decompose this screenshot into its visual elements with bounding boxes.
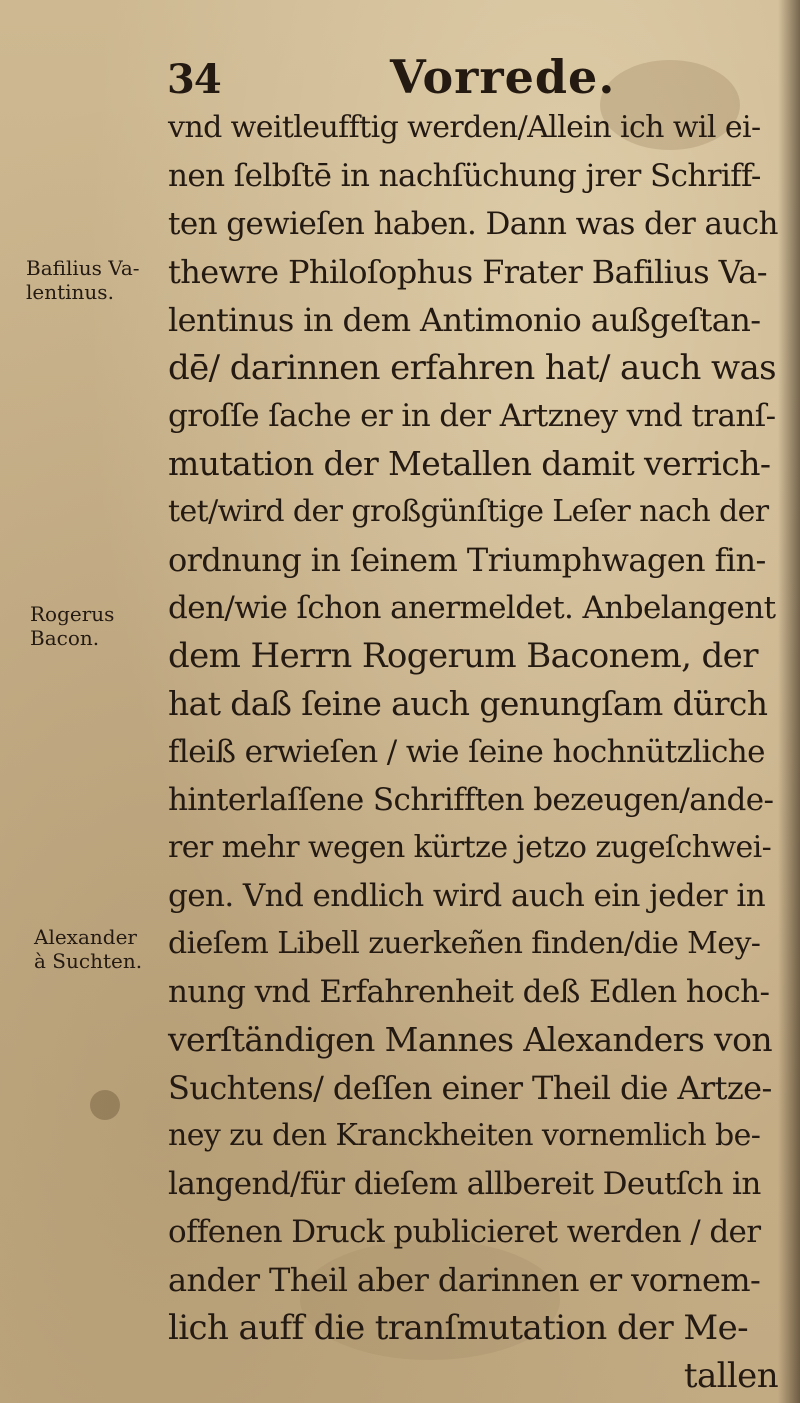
margin-note-line: Alexander [34,925,137,949]
margin-note-rogerus [30,602,155,650]
body-text [168,104,778,1400]
margin-note-alexander [34,925,159,973]
paper-stain [90,1090,120,1120]
running-title: Vorrede. [390,50,616,104]
text-line: rer mehr wegen kürtze jetzo zugeſchwei- [168,830,772,865]
text-line: lentinus in dem Antimonio außgeſtan- [168,301,761,339]
text-line: thewre Philoſophus Frater Bafilius Va- [168,253,767,291]
text-line: ney zu den Kranckheiten vornemlich be- [168,1118,761,1153]
margin-note-basilius [26,256,151,304]
text-line: dieſem Libell zuerkeñen finden/die Mey- [168,926,761,961]
text-line: mutation der Metallen damit verrich- [168,444,771,483]
text-line: gen. Vnd endlich wird auch ein jeder in [168,878,766,914]
text-line: lich auff die tranſmutation der Me- [168,1308,749,1348]
text-line: den/wie ſchon anermeldet. Anbelangent [168,590,776,626]
text-line: Suchtens/ deſſen einer Theil die Artze- [168,1069,772,1107]
text-line: langend/für dieſem allbereit Deutſch in [168,1166,761,1202]
text-line: verſtändigen Mannes Alexanders von [168,1020,773,1059]
text-line: fleiß erwieſen / wie ſeine hochnützliche [168,734,765,770]
text-line: dem Herrn Rogerum Baconem, der [168,636,758,676]
text-line: nen ſelbſtē in nachſüchung jrer Schriff- [168,158,761,194]
margin-note-line: lentinus. [26,280,114,304]
text-line: ander Theil aber darinnen er vornem- [168,1261,761,1299]
text-line: vnd weitleufftig werden/Allein ich wil ei- [168,110,761,145]
text-line: ordnung in ſeinem Triumphwagen fin- [168,541,766,579]
margin-note-line: à Suchten. [34,949,143,973]
margin-note-line: Bafilius Va- [26,256,140,280]
margin-note-line: Rogerus [30,602,115,626]
text-line: dē/ darinnen erfahren hat/ auch was [168,348,776,388]
text-line: hat daß ſeine auch genungſam dürch [168,684,768,723]
margin-note-line: Bacon. [30,626,100,650]
text-line: ten gewieſen haben. Dann was der auch [168,206,778,242]
text-line: tet/wird der großgünſtige Leſer nach der [168,494,769,529]
text-line: groſſe ſache er in der Artzney vnd tranſ- [168,398,776,434]
catchword: tallen [683,1356,778,1396]
page-number: 34 [167,56,221,103]
text-line: hinterlaſſene Schrifften bezeugen/ande- [168,782,774,818]
text-line: nung vnd Erfahrenheit deß Edlen hoch- [168,974,770,1010]
text-line: offenen Druck publicieret werden / der [168,1214,761,1250]
page-edge-shadow [778,0,800,1403]
